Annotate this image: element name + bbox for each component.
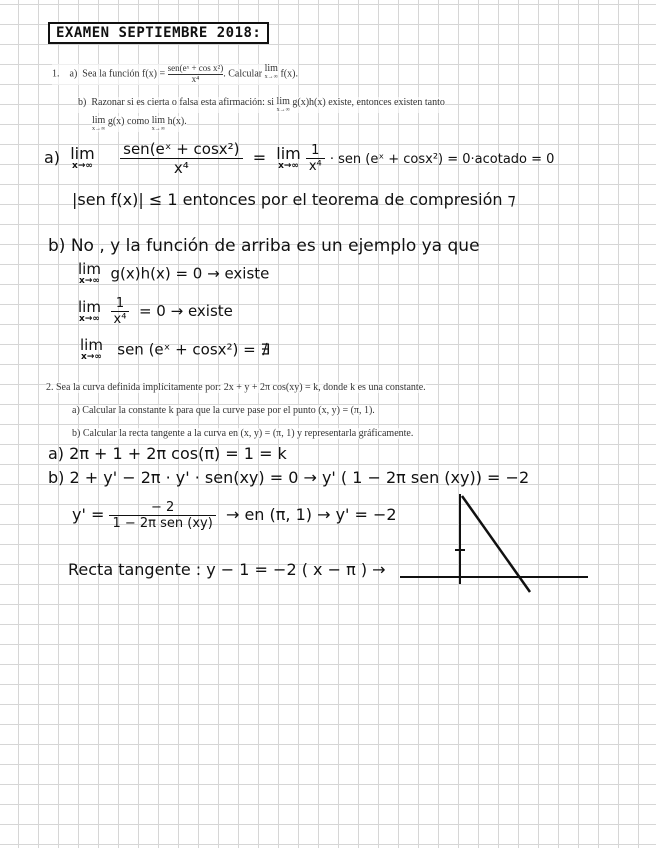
q1-fraction: $\frac{\text{sen(eˣ + cos x²)}}{\text{x⁴}}$ (167, 63, 224, 84)
question-1-part-b-line1: b) Razonar si es cierta o falsa esta afirmación: si lim x→∞ g(x)h(x) existe, entonces existen tanto (78, 96, 445, 113)
question-1-part-a: 1. a) Sea la función f(x) = $\frac{\text{sen(eˣ + cos x²)}}{\text{x⁴}}$. Calcular lim x→∞ f(x). (52, 63, 298, 84)
question-2: 2. Sea la curva definida implícitamente por: 2x + y + 2π cos(xy) = k, donde k es una constante. (46, 382, 426, 393)
question-2-part-b: b) Calcular la recta tangente a la curva en (x, y) = (π, 1) y representarla gráficamente. (72, 428, 414, 439)
answer-2a: a) 2π + 1 + 2π cos(π) = 1 = k (48, 444, 287, 463)
question-2-part-a: a) Calcular la constante k para que la curve pase por el punto (x, y) = (π, 1). (72, 405, 375, 416)
answer-1a-compression: |sen f(x)| ≤ 1 entonces por el teorema de compresión ⁊ (72, 190, 516, 209)
answer-2b: b) 2 + y' − 2π · y' · sen(xy) = 0 → y' ( 1 − 2π sen (xy)) = −2 (48, 468, 530, 487)
question-1-part-b-line2: lim x→∞ g(x) como lim x→∞ h(x). (92, 115, 187, 132)
answer-2b-tangent: Recta tangente : y − 1 = −2 ( x − π ) → (68, 560, 386, 579)
answer-2b-derivative: y' = $\frac{- 2}{\text{1 − 2π sen (xy)}}$ → en (π, 1) → y' = −2 (72, 500, 397, 531)
answer-1b-lim3: lim x→∞ sen (eˣ + cosx²) = ∄ (80, 336, 270, 362)
answer-1b: b) No , y la función de arriba es un ejemplo ya que (48, 236, 480, 256)
answer-1b-lim2: lim x→∞ $\frac{1}{\text{x⁴}}$ = 0 → existe (78, 296, 233, 327)
page-title: EXAMEN SEPTIEMBRE 2018: (48, 22, 269, 44)
answer-1a: a) lim x→∞ $\frac{\text{sen(eˣ + cosx²)}}{\text{x⁴}}$ = lim x→∞ $\frac{1}{\text{x⁴}}$ · sen (eˣ + cosx²) = 0·acotado = 0 (44, 140, 555, 177)
answer-1b-lim1: lim x→∞ g(x)h(x) = 0 → existe (78, 260, 270, 286)
